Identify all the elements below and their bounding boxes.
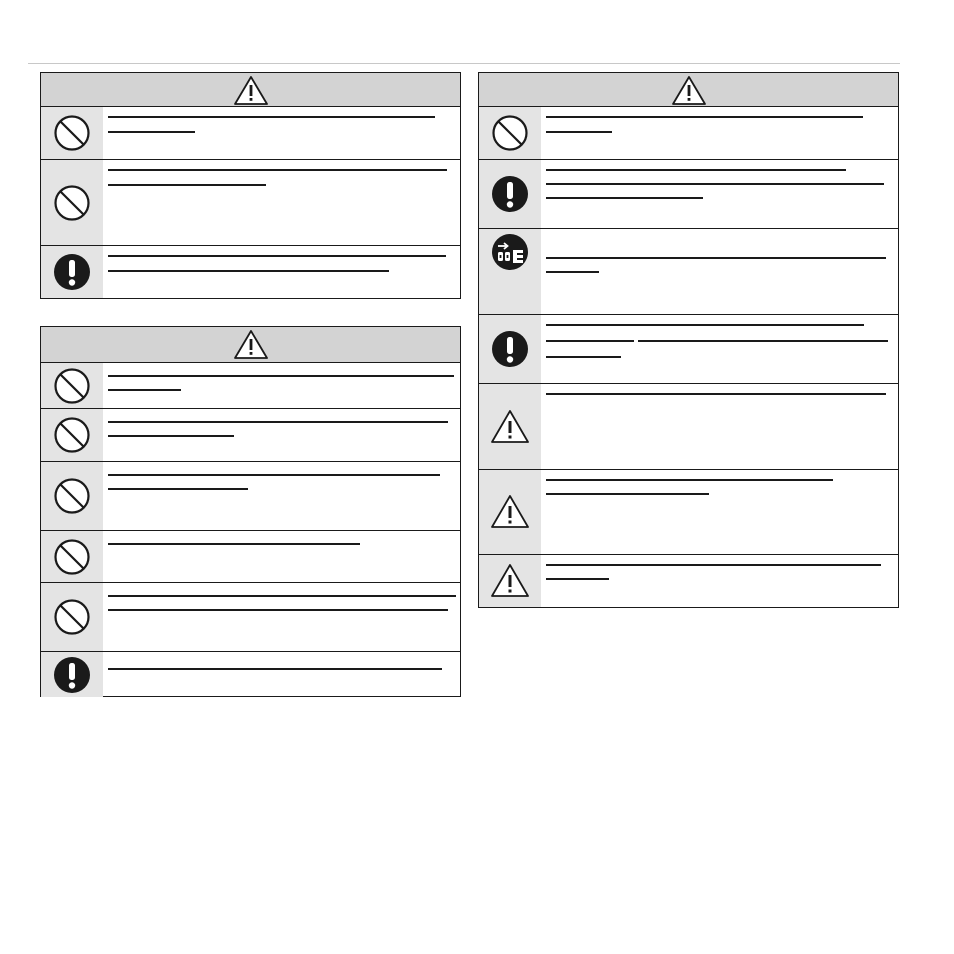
warning-row	[41, 409, 460, 462]
prohibited-icon	[53, 598, 91, 636]
warning-row	[479, 555, 898, 607]
warning-row	[41, 160, 460, 246]
unplug-icon	[491, 233, 529, 271]
icon-cell	[479, 107, 541, 159]
redacted-text-line-group	[546, 340, 892, 342]
icon-cell	[41, 583, 103, 651]
redacted-text-line	[108, 184, 266, 186]
warning-row	[41, 531, 460, 583]
warning-panel-1	[40, 72, 461, 299]
text-cell	[103, 246, 460, 298]
warning-row	[41, 583, 460, 652]
text-cell	[541, 384, 898, 469]
warning-triangle-icon	[233, 75, 269, 106]
text-cell	[103, 462, 460, 530]
text-cell	[103, 652, 460, 697]
redacted-text-line	[546, 479, 833, 481]
icon-cell	[479, 160, 541, 228]
icon-cell	[479, 470, 541, 554]
exclamation-icon	[491, 175, 529, 213]
panel-header	[479, 73, 898, 107]
redacted-text-line	[546, 324, 864, 326]
prohibited-icon	[53, 538, 91, 576]
exclamation-icon	[53, 656, 91, 694]
redacted-text-line	[546, 197, 703, 199]
redacted-text-line	[546, 257, 886, 259]
warning-row	[41, 246, 460, 298]
redacted-text-line	[108, 255, 446, 257]
redacted-text-line	[108, 131, 195, 133]
warning-triangle-icon	[233, 329, 269, 360]
warning-row	[41, 363, 460, 409]
icon-cell	[479, 315, 541, 383]
redacted-text-line	[108, 595, 456, 597]
warning-panel-2	[40, 326, 461, 697]
icon-cell	[41, 363, 103, 408]
exclamation-icon	[491, 330, 529, 368]
redacted-text-line	[546, 131, 612, 133]
redacted-text-line	[108, 488, 248, 490]
redacted-text-line	[108, 668, 442, 670]
icon-cell	[41, 160, 103, 245]
text-cell	[103, 409, 460, 461]
exclamation-icon	[53, 253, 91, 291]
icon-cell	[41, 531, 103, 582]
icon-cell	[41, 652, 103, 697]
warning-triangle-icon	[671, 75, 707, 106]
redacted-text-line	[546, 169, 846, 171]
caution-triangle-icon	[490, 409, 530, 445]
icon-cell	[479, 384, 541, 469]
text-cell	[103, 583, 462, 651]
warning-row	[479, 107, 898, 160]
warning-row	[41, 652, 460, 697]
redacted-text-line	[108, 169, 447, 171]
text-cell	[541, 315, 898, 383]
panel-header	[41, 327, 460, 363]
icon-cell	[41, 462, 103, 530]
icon-cell	[479, 229, 541, 314]
redacted-text-line	[546, 356, 621, 358]
panel-header	[41, 73, 460, 107]
text-cell	[103, 107, 460, 159]
icon-cell	[479, 555, 541, 607]
prohibited-icon	[53, 184, 91, 222]
prohibited-icon	[53, 416, 91, 454]
redacted-text-line	[546, 116, 863, 118]
warning-row	[479, 315, 898, 384]
redacted-text-line	[546, 493, 709, 495]
warning-panel-3	[478, 72, 899, 608]
redacted-text-line	[546, 393, 886, 395]
redacted-text-line	[108, 543, 360, 545]
text-cell	[541, 229, 898, 314]
text-cell	[541, 160, 898, 228]
prohibited-icon	[491, 114, 529, 152]
text-cell	[541, 107, 898, 159]
top-rule	[28, 63, 900, 64]
redacted-text-line	[108, 474, 440, 476]
text-cell	[103, 363, 460, 408]
redacted-text-line	[546, 271, 599, 273]
prohibited-icon	[53, 367, 91, 405]
warning-row	[479, 384, 898, 470]
icon-cell	[41, 107, 103, 159]
warning-row	[41, 107, 460, 160]
redacted-text-line	[546, 564, 881, 566]
warning-row	[479, 160, 898, 229]
warning-row	[479, 470, 898, 555]
text-cell	[103, 531, 460, 582]
text-cell	[103, 160, 460, 245]
redacted-text-line	[638, 340, 888, 342]
text-cell	[541, 555, 898, 607]
icon-cell	[41, 246, 103, 298]
redacted-text-line	[108, 609, 448, 611]
prohibited-icon	[53, 114, 91, 152]
warning-row	[41, 462, 460, 531]
redacted-text-line	[546, 183, 884, 185]
redacted-text-line	[108, 389, 181, 391]
redacted-text-line	[108, 435, 234, 437]
redacted-text-line	[108, 270, 389, 272]
redacted-text-line	[546, 578, 609, 580]
redacted-text-line	[108, 421, 448, 423]
redacted-text-line	[546, 340, 634, 342]
redacted-text-line	[108, 375, 454, 377]
redacted-text-line	[108, 116, 435, 118]
caution-triangle-icon	[490, 494, 530, 530]
text-cell	[541, 470, 898, 554]
icon-cell	[41, 409, 103, 461]
prohibited-icon	[53, 477, 91, 515]
caution-triangle-icon	[490, 563, 530, 599]
warning-row	[479, 229, 898, 315]
